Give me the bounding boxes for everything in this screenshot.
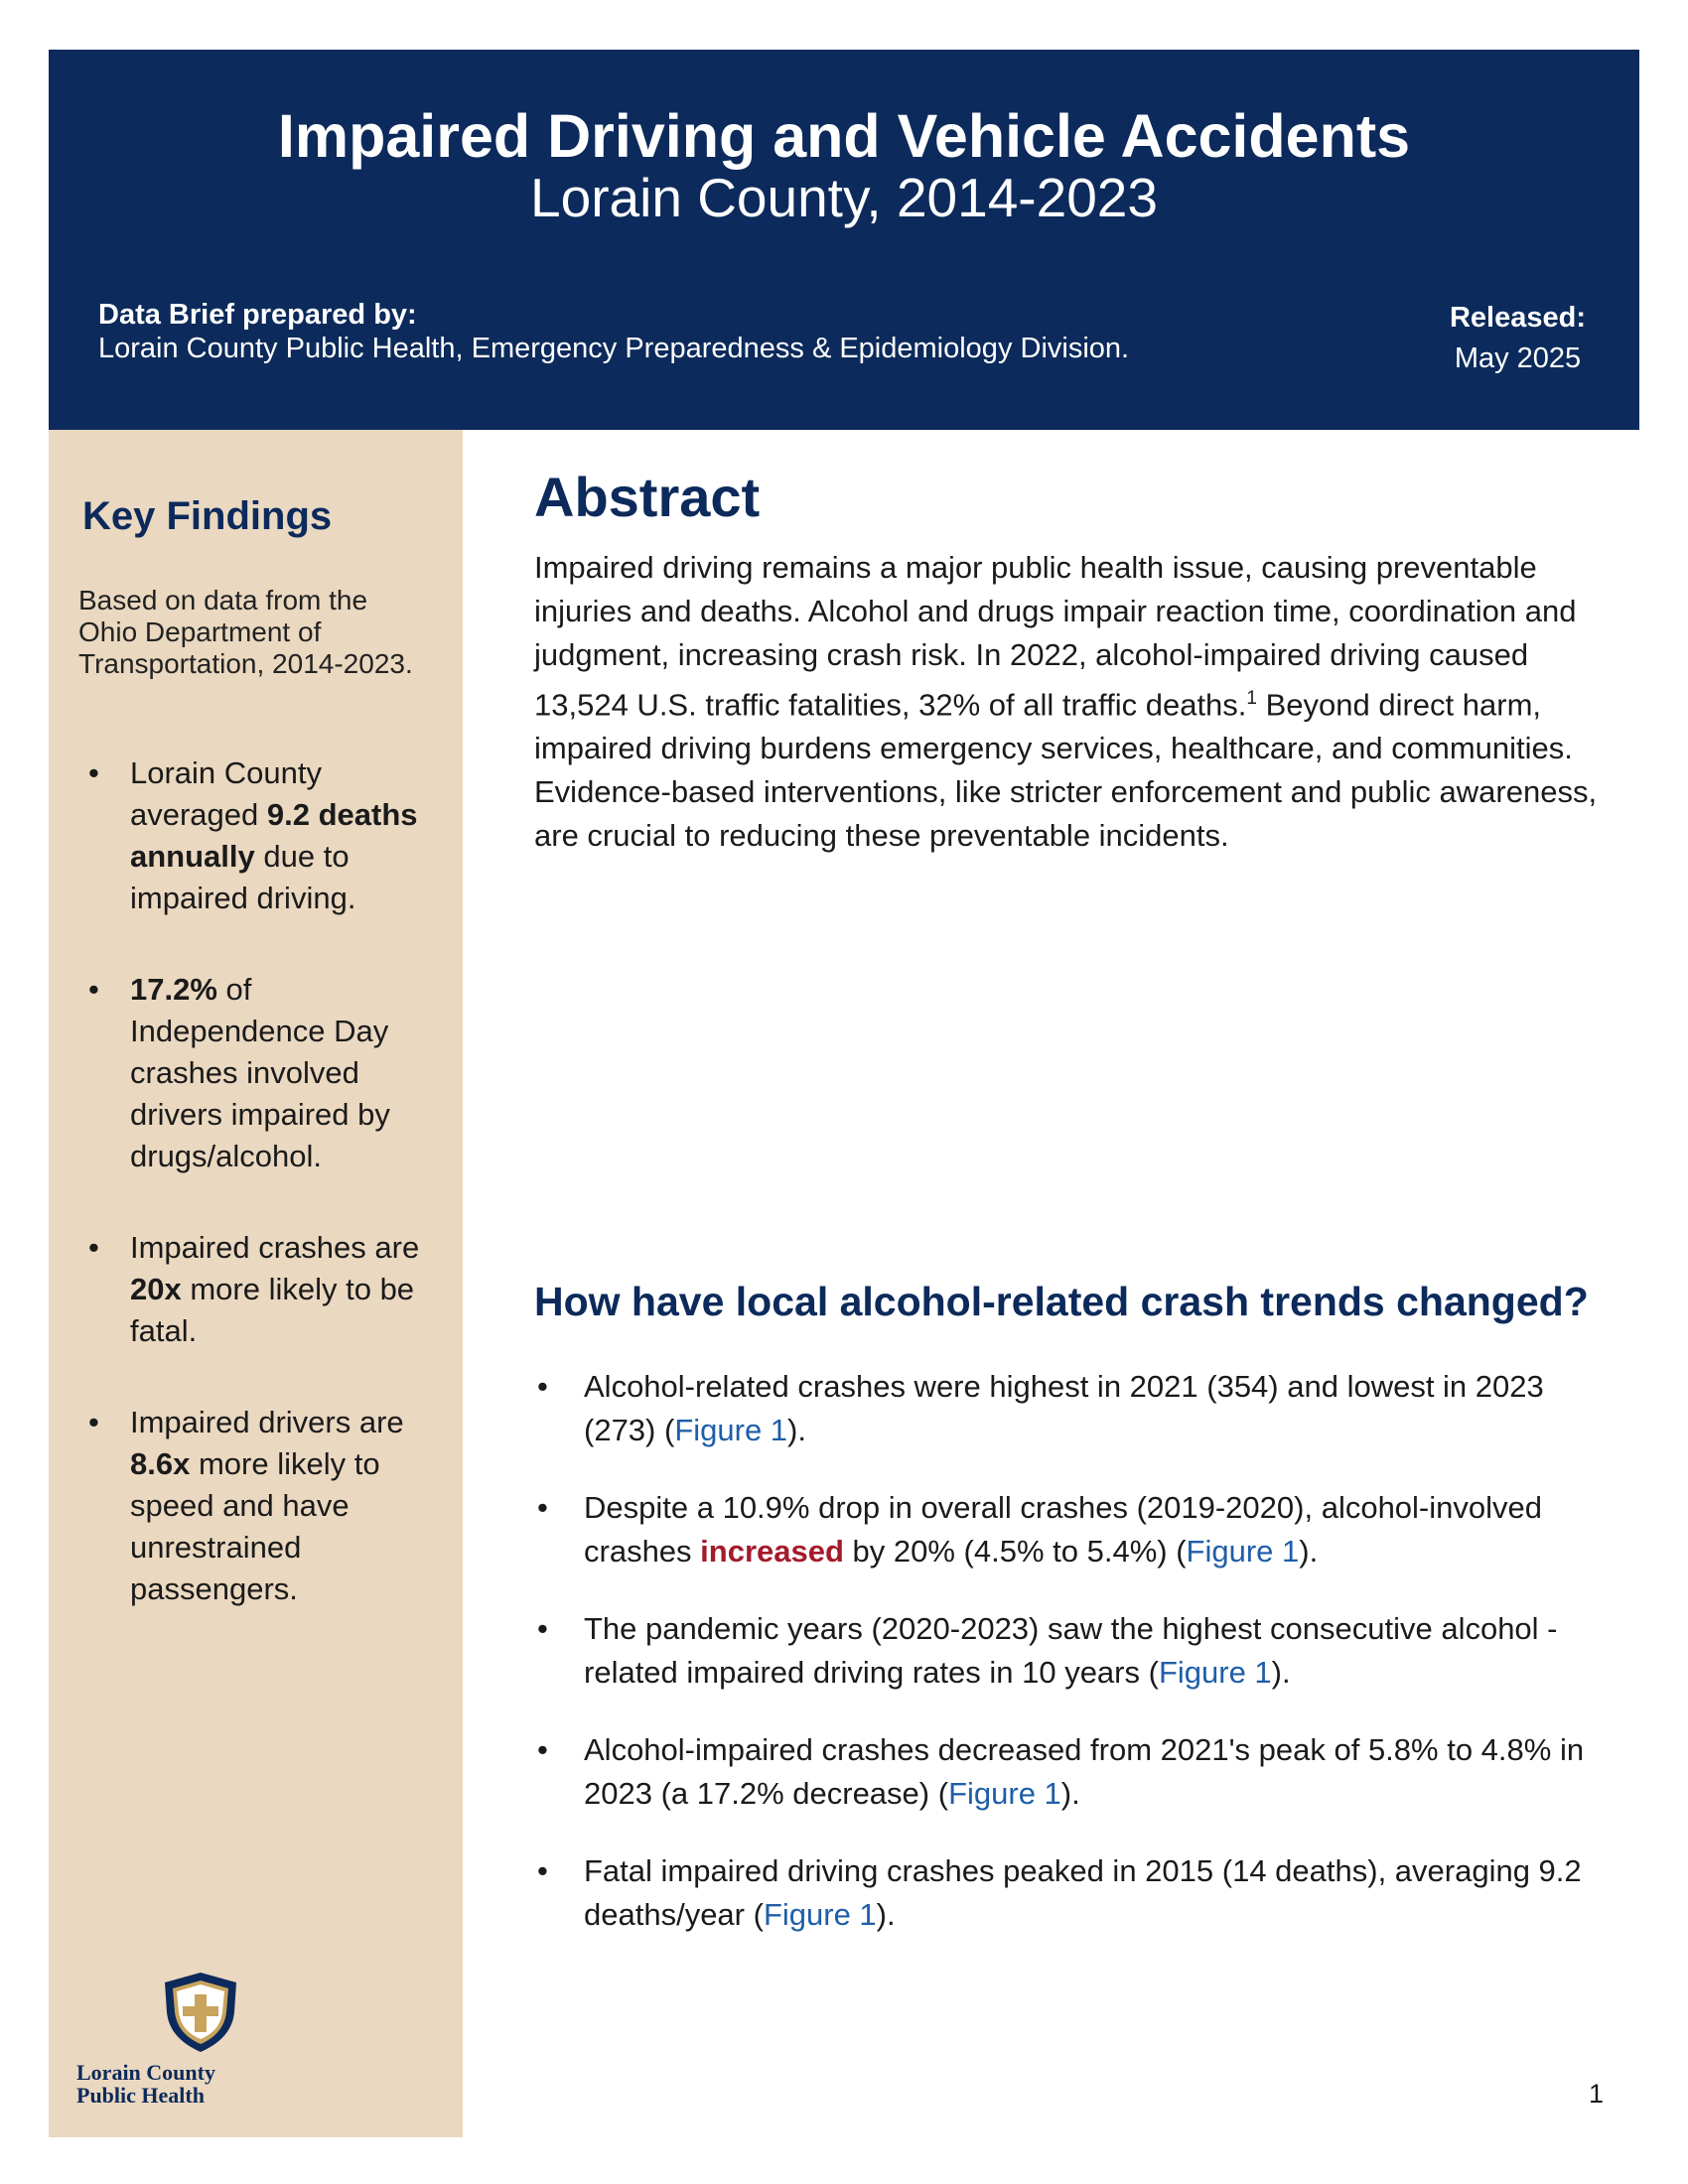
- trend-item: • Alcohol-related crashes were highest in 2021 (354) and lowest in 2023 (273) (Figure 1).: [534, 1365, 1617, 1452]
- prepared-by-block: [98, 298, 1129, 365]
- trend-item: • Fatal impaired driving crashes peaked in 2015 (14 deaths), averaging 9.2 deaths/year (Figure 1).: [534, 1849, 1617, 1937]
- lorain-county-logo: [76, 1969, 275, 2108]
- prepared-by-label: Data Brief prepared by:: [98, 299, 417, 331]
- shield-cross-icon: [159, 1969, 242, 2054]
- header-banner: [49, 50, 1639, 430]
- trends-list: [534, 1365, 1617, 1971]
- figure-1-link[interactable]: Figure 1: [674, 1413, 788, 1447]
- page-number: 1: [1589, 2079, 1605, 2109]
- bullet-icon: •: [537, 1732, 548, 1767]
- abstract-title: Abstract: [534, 466, 761, 528]
- key-findings-sidebar: [49, 430, 463, 2137]
- document-subtitle: Lorain County, 2014-2023: [530, 167, 1158, 228]
- bullet-icon: •: [537, 1611, 548, 1646]
- bullet-icon: •: [537, 1853, 548, 1888]
- released-label: Released:: [1449, 302, 1586, 334]
- key-finding-item: • 17.2% of Independence Day crashes involved drivers impaired by drugs/alcohol.: [78, 969, 446, 1177]
- trends-heading: How have local alcohol-related crash trends changed?: [534, 1279, 1589, 1324]
- key-findings-intro: Based on data from the Ohio Department of Transportation, 2014-2023.: [78, 585, 413, 680]
- bullet-icon: •: [537, 1369, 548, 1404]
- key-finding-item: • Lorain County averaged 9.2 deaths annually due to impaired driving.: [78, 752, 446, 919]
- footnote-ref[interactable]: 1: [1246, 687, 1257, 709]
- trend-item: • The pandemic years (2020-2023) saw the highest consecutive alcohol -related impaired driving rates in 10 years (Figure 1).: [534, 1607, 1617, 1695]
- key-findings-list: [78, 752, 446, 1660]
- logo-text: Lorain County Public Health: [76, 2060, 215, 2109]
- abstract-section: [534, 467, 1626, 858]
- bullet-icon: •: [88, 1405, 99, 1439]
- figure-1-link[interactable]: Figure 1: [1158, 1655, 1272, 1690]
- bullet-icon: •: [88, 972, 99, 1007]
- figure-1-link[interactable]: Figure 1: [1186, 1534, 1300, 1569]
- trend-item: • Alcohol-impaired crashes decreased from 2021's peak of 5.8% to 4.8% in 2023 (a 17.2% decrease) (Figure 1).: [534, 1728, 1617, 1816]
- increased-highlight: increased: [700, 1534, 844, 1569]
- document-title: Impaired Driving and Vehicle Accidents: [277, 102, 1411, 170]
- bullet-icon: •: [88, 755, 99, 790]
- abstract-body: Impaired driving remains a major public health issue, causing preventable injuries and deaths. Alcohol and drugs impair reaction time, coordination and judgment, increasing crash risk. In 2022, alcohol-impaired driving caused 13,524 U.S. traffic fatalities, 32% of all traffic deaths.$^1$ Beyond direct harm, impaired driving burdens emergency services, healthcare, and communities. Evidence-based interventions, like stricter enforcement and public awareness, are crucial to reducing these preventable incidents.: [534, 549, 1598, 853]
- key-finding-item: • Impaired drivers are 8.6x more likely to speed and have unrestrained passengers.: [78, 1402, 446, 1610]
- bullet-icon: •: [88, 1230, 99, 1265]
- released-block: [1450, 298, 1586, 378]
- figure-1-link[interactable]: Figure 1: [948, 1776, 1061, 1811]
- prepared-by-text: Lorain County Public Health, Emergency Preparedness & Epidemiology Division.: [98, 333, 1130, 365]
- key-finding-item: • Impaired crashes are 20x more likely to be fatal.: [78, 1227, 446, 1352]
- bullet-icon: •: [537, 1490, 548, 1525]
- trend-item: • Despite a 10.9% drop in overall crashes (2019-2020), alcohol-involved crashes increased by 20% (4.5% to 5.4%) (Figure 1).: [534, 1486, 1617, 1573]
- released-date: May 2025: [1454, 341, 1582, 374]
- key-findings-title: Key Findings: [82, 494, 333, 538]
- figure-1-link[interactable]: Figure 1: [763, 1897, 877, 1932]
